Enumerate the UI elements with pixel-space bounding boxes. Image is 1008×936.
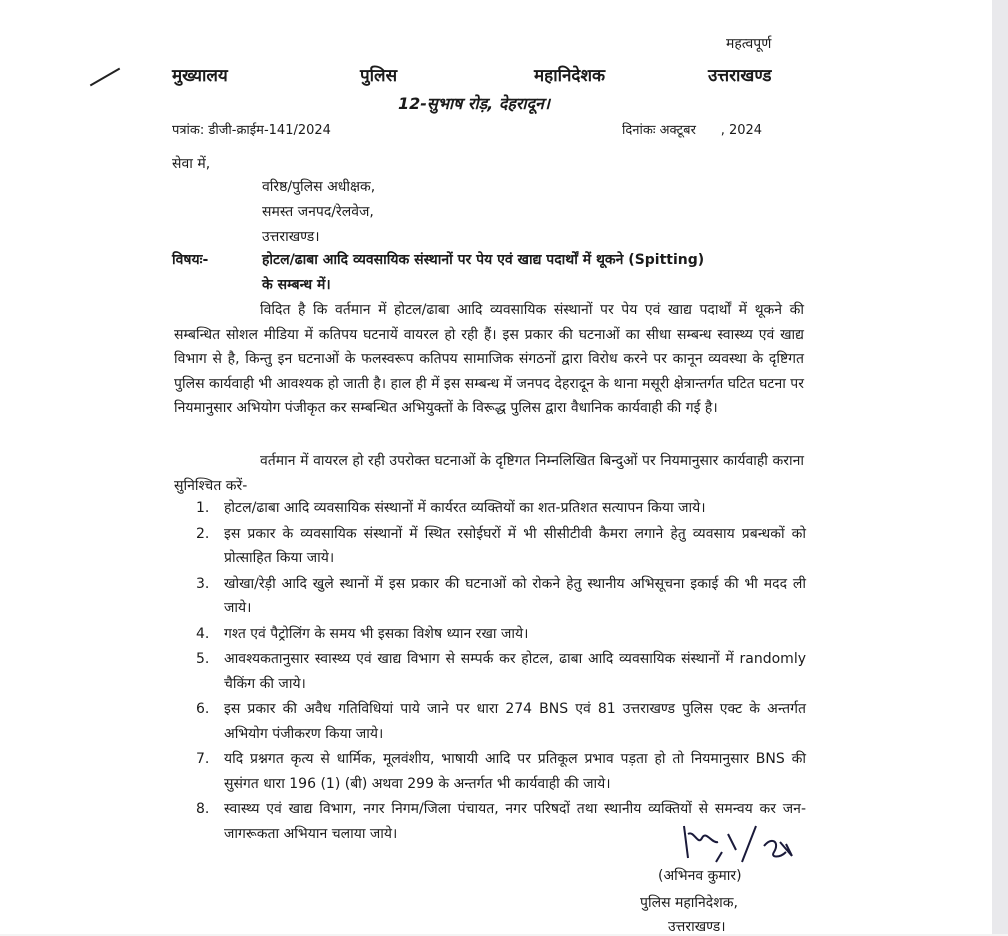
list-item <box>196 496 806 521</box>
list-item <box>196 747 806 796</box>
list-item-number: 2. <box>196 525 210 542</box>
heading-police: पुलिस <box>360 66 398 86</box>
subject-line-2: के सम्बन्ध में। <box>262 277 331 293</box>
list-item-text: खोखा/रेड़ी आदि खुले स्थानों में इस प्रकार की घटनाओं को रोकने हेतु स्थानीय अभिसूचना इकाई की भी मदद ली जाये। <box>224 575 806 616</box>
list-item-number: 5. <box>196 651 210 667</box>
recipient-line-1: वरिष्ठ/पुलिस अधीक्षक, <box>262 179 376 195</box>
list-item-text: इस प्रकार के व्यवसायिक संस्थानों में स्थित रसोईघरों में भी सीसीटीवी कैमरा लगाने हेतु व्यवसाय प्रबन्धकों को प्रोत्साहित किया जाये। <box>224 525 806 566</box>
reference-number: पत्रांक: डीजी-क्राईम-141/2024 <box>172 123 331 138</box>
body-paragraph-1 <box>174 298 804 421</box>
margin-tick-mark <box>90 68 120 87</box>
signatory-state: उत्तराखण्ड। <box>668 919 726 935</box>
body-paragraph-2-text: वर्तमान में वायरल हो रही उपरोक्त घटनाओं के दृष्टिगत निम्नलिखित बिन्दुओं पर नियमानुसार कार्यवाही कराना सुनिश्चित करें- <box>174 453 804 494</box>
list-item-text: यदि प्रश्नगत कृत्य से धार्मिक, मूलवंशीय, भाषायी आदि पर प्रतिकूल प्रभाव पड़ता हो तो नियमानुसार BNS की सुसंगत धारा 196 (1) (बी) अथवा 299 के अन्तर्गत भी कार्यवाही की जाये। <box>224 751 806 792</box>
page-edge <box>992 0 1008 934</box>
list-item-text: इस प्रकार की अवैध गतिविधियां पाये जाने पर धारा 274 BNS एवं 81 उत्तराखण्ड पुलिस एक्ट के अन्तर्गत अभियोग पंजीकरण किया जाये। <box>224 701 806 742</box>
list-item-text: स्वास्थ्य एवं खाद्य विभाग, नगर निगम/जिला पंचायत, नगर परिषदों तथा स्थानीय व्यक्तियों से समन्वय कर जन-जागरूकता अभियान चलाया जाये। <box>224 801 806 842</box>
list-item <box>196 572 806 621</box>
heading-office: मुख्यालय <box>172 66 228 86</box>
priority-label: महत्वपूर्ण <box>726 36 772 52</box>
list-item-number: 4. <box>196 625 210 642</box>
letter-date: दिनांकः अक्टूबर , 2024 <box>622 123 763 138</box>
body-paragraph-2 <box>174 449 804 498</box>
list-item-number: 7. <box>196 751 210 767</box>
body-paragraph-1-text: विदित है कि वर्तमान में होटल/ढाबा आदि व्यवसायिक संस्थानों पर पेय एवं खाद्य पदार्थों में थूकने की सम्बन्धित सोशल मीडिया में कतिपय घटनायें वायरल हो रही हैं। इस प्रकार की घटनाओं का सीधा सम्बन्ध स्वास्थ्य एवं खाद्य विभाग से है, किन्तु इन घटनाओं के फलस्वरूप कतिपय सामाजिक संगठनों द्वारा विरोध करने पर कानून व्यवस्था के दृष्टिगत पुलिस कार्यवाही भी आवश्यक हो जाती है। हाल ही में इस सम्बन्ध में जनपद देहरादून के थाना मसूरी क्षेत्रान्तर्गत घटित घटना पर नियमानुसार अभियोग पंजीकृत कर सम्बन्धित अभियुक्तों के विरूद्ध पुलिस द्वारा वैधानिक कार्यवाही की गई है। <box>174 302 804 416</box>
recipient-line-2: समस्त जनपद/रेलवेज, <box>262 204 374 220</box>
subject-line-1: होटल/ढाबा आदि व्यवसायिक संस्थानों पर पेय एवं खाद्य पदार्थों में थूकने (Spitting) <box>262 252 705 268</box>
list-item-text: गश्त एवं पैट्रोलिंग के समय भी इसका विशेष ध्यान रखा जाये। <box>224 625 529 642</box>
signatory-designation: पुलिस महानिदेशक, <box>640 895 738 911</box>
directive-list <box>196 496 806 847</box>
subject-label: विषयः- <box>172 252 209 268</box>
office-address: 12-सुभाष रोड़, देहरादून। <box>398 94 550 113</box>
list-item <box>196 622 806 647</box>
heading-dg: महानिदेशक <box>534 66 606 86</box>
list-item <box>196 522 806 571</box>
heading-state: उत्तराखण्ड <box>708 66 772 86</box>
signatory-name: (अभिनव कुमार) <box>658 868 742 884</box>
salutation: सेवा में, <box>172 156 211 172</box>
list-item-number: 6. <box>196 701 210 717</box>
list-item-number: 8. <box>196 801 210 817</box>
list-item-text: होटल/ढाबा आदि व्यवसायिक संस्थानों में कार्यरत व्यक्तियों का शत-प्रतिशत सत्यापन किया जाये। <box>224 500 706 516</box>
recipient-line-3: उत्तराखण्ड। <box>262 229 320 245</box>
list-item-text: आवश्यकतानुसार स्वास्थ्य एवं खाद्य विभाग से सम्पर्क कर होटल, ढाबा आदि व्यवसायिक संस्थानों में randomly चैकिंग की जाये। <box>224 651 806 692</box>
list-item-number: 3. <box>196 575 210 592</box>
list-item-number: 1. <box>196 500 210 516</box>
list-item <box>196 697 806 746</box>
list-item <box>196 647 806 696</box>
